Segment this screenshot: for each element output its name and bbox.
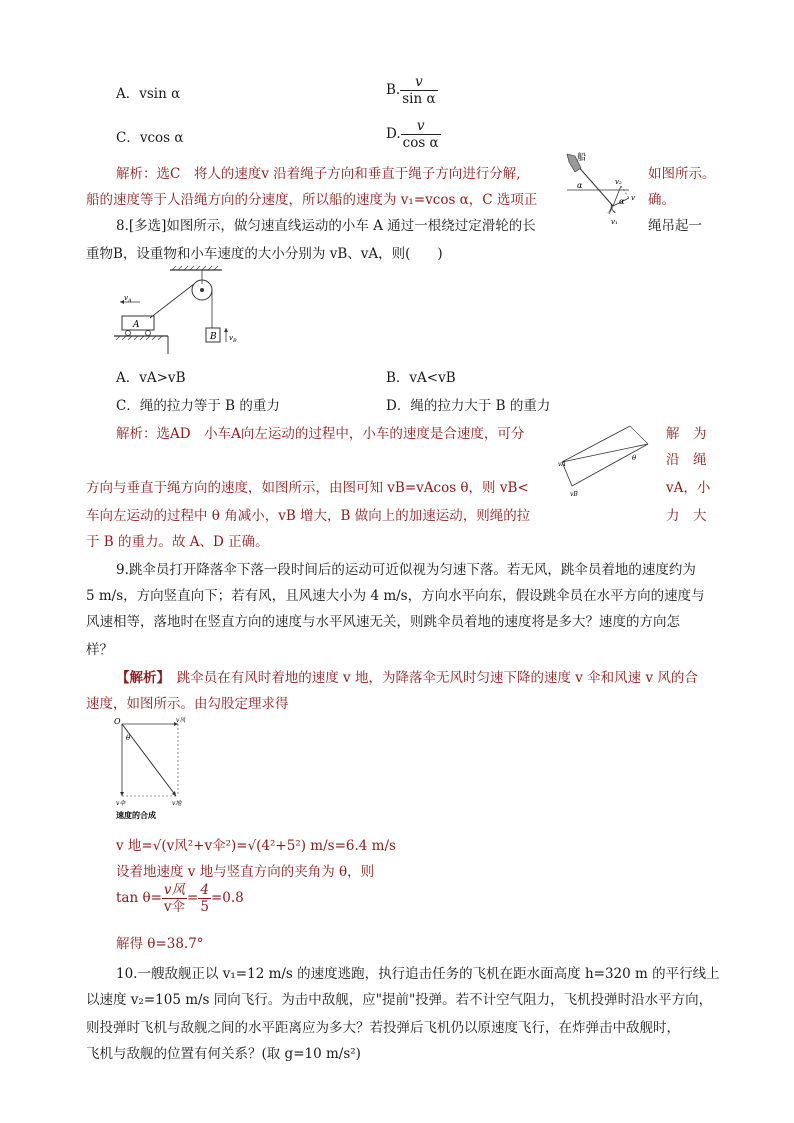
q7-velocity-diagram <box>565 152 645 232</box>
v-wind-label: v风 <box>176 717 186 724</box>
q8-analysis-line1-right: 解 为 <box>666 426 707 442</box>
analysis-text: 跳伞员在有风时着地的速度 v 地，为降落伞无风时匀速下降的速度 v 伞和风速 v 风的合 <box>163 670 698 686</box>
fraction-numerator: 4 <box>200 882 209 898</box>
cart-wheel-right <box>146 331 151 336</box>
v2-label: v₂ <box>615 178 622 186</box>
q8-analysis-line4: 车向左运动的过程中 θ 角减小，vB 增大，B 做向上的加速运动，则绳的拉 <box>86 508 531 524</box>
alpha2-label: α <box>619 197 625 206</box>
fraction-denominator: sin α <box>402 91 436 107</box>
q9-stem-line3: 风速相等，落地时在竖直方向的速度与水平风速无关，则跳伞员着地的速度将是多大？速度的方向怎 <box>86 614 680 630</box>
tan-left: tan θ= <box>116 890 162 906</box>
q7-analysis-line1: 解析：选C 将人的速度v 沿着绳子方向和垂直于绳子方向进行分解, <box>116 166 521 182</box>
fraction-denominator: cos α <box>402 135 439 151</box>
cart-wheel-left <box>126 331 131 336</box>
fraction-numerator: v风 <box>163 882 186 898</box>
q10-stem-line3: 则投弹时飞机与敌舰之间的水平距离应为多大？若投弹后飞机仍以原速度飞行，在炸弹击中敌舰时， <box>86 1020 680 1036</box>
q9-angle-statement: 设着地速度 v 地与竖直方向的夹角为 θ，则 <box>116 864 375 880</box>
q10-stem-line1: 10.一艘敌舰正以 v₁=12 m/s 的速度逃跑，执行追击任务的飞机在距水面高度 h=320 m 的平行线上 <box>116 966 720 982</box>
q10-stem-line4: 飞机与敌舰的位置有何关系？(取 g=10 m/s²) <box>86 1046 361 1062</box>
q9-stem-line4: 样？ <box>86 642 113 658</box>
origin-label: O <box>114 717 121 726</box>
q9-equation-speed: v 地=√(v风²+v伞²)=√(4²+5²) m/s=6.4 m/s <box>116 838 396 854</box>
rope-to-cart <box>150 284 194 318</box>
theta-label: θ <box>126 734 131 742</box>
q8-analysis-line2-right: 沿 绳 <box>666 452 707 468</box>
tan-equals: = <box>187 890 199 906</box>
q8-analysis-line3: 方向与垂直于绳方向的速度，如图所示，由图可知 vB=vAcos θ，则 vB< <box>86 480 529 496</box>
ceiling-hatch <box>172 266 218 270</box>
q8-option-b: B．vA<vB <box>386 370 456 386</box>
q7-option-d-prefix: D. <box>386 126 401 142</box>
caption-label: 速度的合成 <box>116 810 156 820</box>
tan-fraction-1 <box>162 882 187 915</box>
cart-a-label: A <box>133 320 140 330</box>
va-label: vA <box>558 461 566 468</box>
va-label: $v_A$ <box>124 294 132 304</box>
v-di-label: v地 <box>172 800 182 807</box>
q7-option-d-fraction <box>401 118 441 151</box>
tan-right: =0.8 <box>210 890 244 906</box>
q8-option-c: C．绳的拉力等于 B 的重力 <box>116 398 280 414</box>
q7-option-c: C．vcos α <box>116 130 184 146</box>
fraction-denominator: v伞 <box>163 899 186 915</box>
va-vector <box>562 426 630 462</box>
fraction-numerator: v <box>416 118 425 134</box>
boat-label: 船 <box>577 153 587 163</box>
fraction-denominator: 5 <box>200 899 209 915</box>
v-san-arrowhead <box>120 792 124 796</box>
q9-result: 解得 θ=38.7° <box>116 936 204 952</box>
q10-stem-line2: 以速度 v₂=105 m/s 同向飞行。为击中敌舰，应"提前"投弹。若不计空气阻力，飞机投弹时沿水平方向， <box>86 992 713 1008</box>
q7-option-b-fraction <box>400 74 437 107</box>
q8-stem-line1-right: 绳吊起一 <box>648 218 702 234</box>
pulley-axle <box>200 288 204 292</box>
analysis-tag: 【解析】 <box>116 670 164 686</box>
q8-velocity-decomposition <box>556 424 656 504</box>
vb-arrowhead <box>224 328 228 332</box>
q7-option-a: A．vsin α <box>116 86 181 102</box>
q8-pulley-diagram <box>112 266 242 356</box>
q9-analysis-line2: 速度，如图所示。由勾股定理求得 <box>86 696 289 712</box>
ground-hatch <box>116 336 162 340</box>
q8-stem-line1: 8.[多选]如图所示，做匀速直线运动的小车 A 通过一根绕过定滑轮的长 <box>116 218 536 234</box>
q7-analysis-line2-right: 确。 <box>648 192 675 208</box>
v-san-label: v伞 <box>116 800 126 807</box>
component-link <box>630 426 648 444</box>
q7-option-d <box>386 118 441 151</box>
fraction-numerator: v <box>415 74 423 90</box>
q8-analysis-line1: 解析：选AD 小车A向左运动的过程中，小车的速度是合速度，可分 <box>116 426 525 442</box>
q9-velocity-synthesis-diagram <box>112 716 192 826</box>
q9-stem-line1: 9.跳伞员打开降落伞下落一段时间后的运动可近似视为匀速下落。若无风，跳伞员着地的速度约为 <box>116 562 696 578</box>
q7-option-b <box>386 74 438 107</box>
vb-label: $v_B$ <box>229 334 237 344</box>
q7-option-b-prefix: B. <box>386 82 401 98</box>
q8-option-a: A．vA>vB <box>116 370 186 386</box>
q8-stem-line2: 重物B，设重物和小车速度的大小分别为 vB、vA，则( ) <box>86 246 443 262</box>
q8-analysis-line5: 于 B 的重力。故 A、D 正确。 <box>86 534 269 550</box>
v-label: v <box>631 194 635 202</box>
q9-equation-tan <box>116 882 244 915</box>
alpha1-label: α <box>577 181 583 190</box>
q9-stem-line2: 5 m/s，方向竖直向下；若有风，且风速大小为 4 m/s，方向水平向东，假设跳伞员在水平方向的速度与 <box>86 588 705 604</box>
weight-b-label: B <box>210 332 217 342</box>
q8-analysis-line3-right: vA，小 <box>666 480 711 496</box>
person-label: 人 <box>607 205 617 215</box>
q9-analysis-line1 <box>116 666 698 686</box>
q8-option-d: D．绳的拉力大于 B 的重力 <box>386 398 551 414</box>
q7-analysis-line2: 船的速度等于人沿绳方向的分速度，所以船的速度为 v₁=vcos α，C 选项正 <box>86 192 538 208</box>
vb-label: vB <box>570 491 578 498</box>
theta-label: θ <box>632 454 637 462</box>
tan-fraction-2 <box>198 882 211 915</box>
v1-label: v₁ <box>611 218 618 226</box>
q8-analysis-line4-right: 力 大 <box>666 508 707 524</box>
q7-analysis-line1-right: 如图所示。 <box>648 166 716 182</box>
